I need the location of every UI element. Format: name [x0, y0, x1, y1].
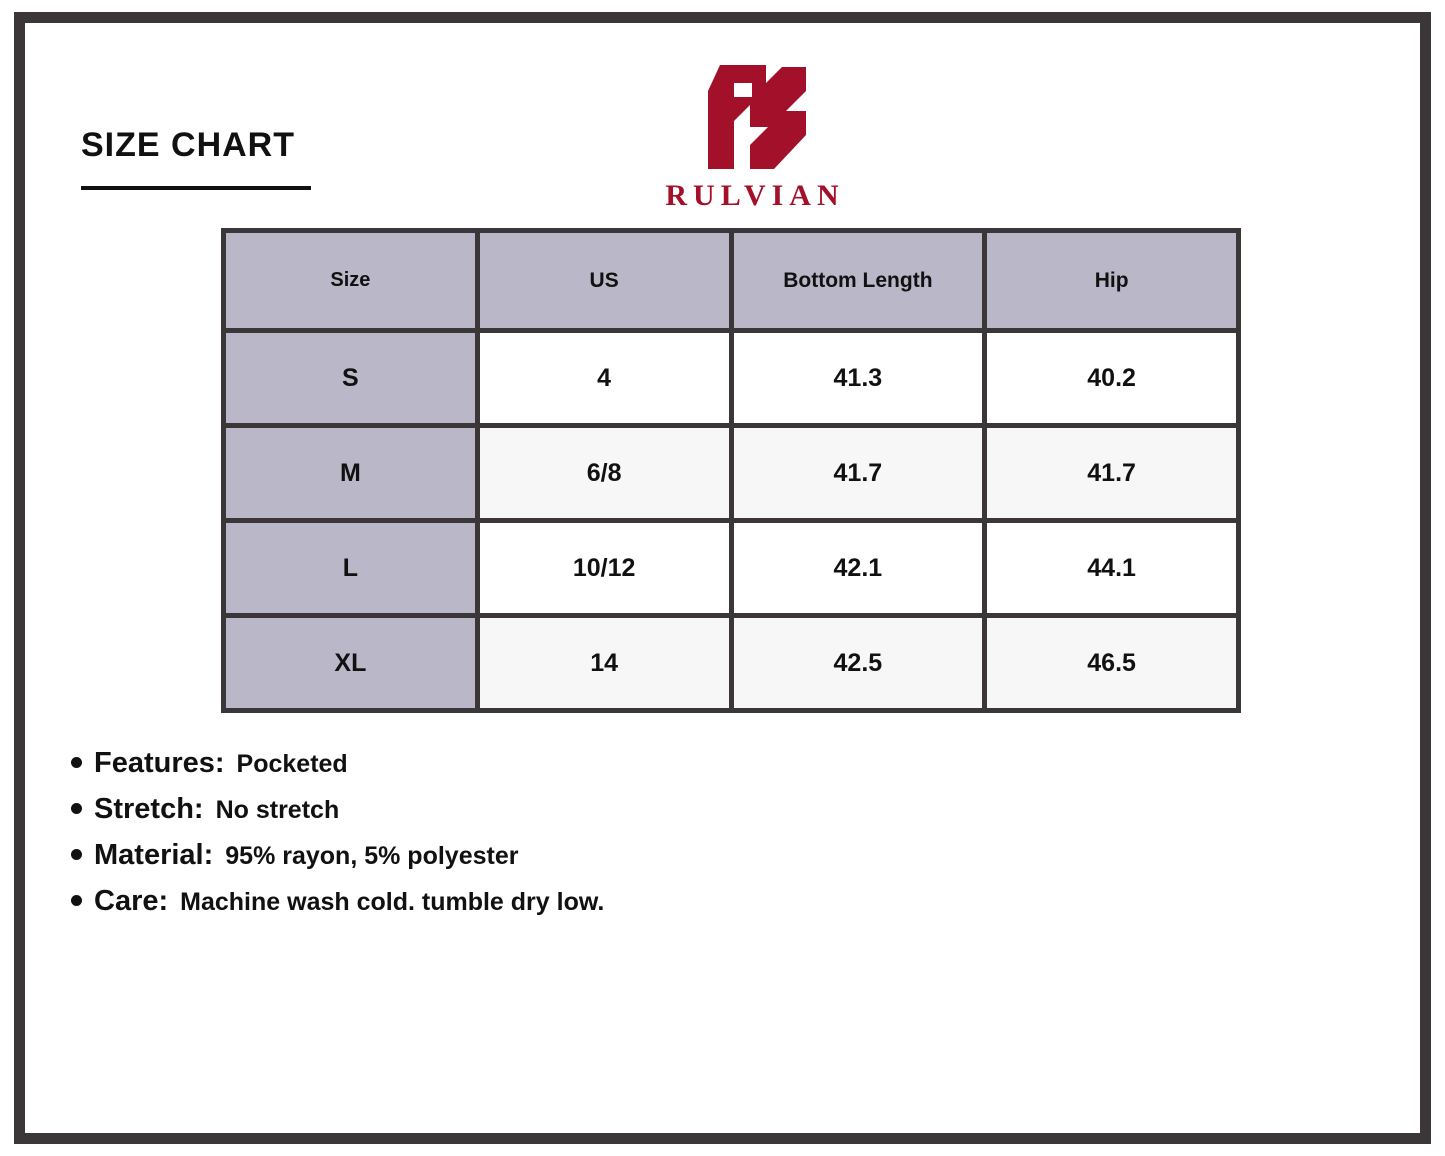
column-header-hip: Hip [987, 233, 1236, 328]
cell-us: 4 [480, 333, 729, 423]
page-border [14, 12, 1431, 1144]
cell-us: 6/8 [480, 428, 729, 518]
rulvian-r-logo-icon [690, 61, 820, 173]
cell-bottom-length: 41.7 [734, 428, 983, 518]
cell-size: M [226, 428, 475, 518]
cell-size: XL [226, 618, 475, 708]
cell-hip: 44.1 [987, 523, 1236, 613]
product-notes-list [71, 747, 1171, 931]
cell-size: S [226, 333, 475, 423]
note-label: Care: [94, 885, 169, 917]
list-item [71, 793, 1171, 826]
cell-bottom-length: 42.1 [734, 523, 983, 613]
table-header-row [226, 233, 1236, 328]
brand-logo [625, 61, 885, 213]
table-row [226, 523, 1236, 613]
cell-bottom-length: 42.5 [734, 618, 983, 708]
bullet-icon [71, 895, 82, 906]
bullet-icon [71, 757, 82, 768]
bullet-icon [71, 849, 82, 860]
bullet-icon [71, 803, 82, 814]
column-header-size: Size [226, 233, 475, 328]
cell-hip: 46.5 [987, 618, 1236, 708]
column-header-bottom-length: Bottom Length [734, 233, 983, 328]
column-header-us: US [480, 233, 729, 328]
note-value: Machine wash cold. tumble dry low. [180, 888, 605, 916]
list-item [71, 839, 1171, 872]
note-value: No stretch [215, 796, 340, 824]
note-label: Features: [94, 747, 225, 779]
note-label: Material: [94, 839, 214, 871]
note-value: Pocketed [236, 750, 348, 778]
table-row [226, 618, 1236, 708]
cell-us: 10/12 [480, 523, 729, 613]
list-item [71, 747, 1171, 780]
list-item [71, 885, 1171, 918]
cell-us: 14 [480, 618, 729, 708]
table-row [226, 428, 1236, 518]
table-row [226, 333, 1236, 423]
page-title-block [81, 128, 311, 190]
cell-size: L [226, 523, 475, 613]
title-underline [81, 186, 311, 190]
content-area [25, 23, 1420, 1133]
page-title: SIZE CHART [81, 126, 295, 164]
table-header [226, 233, 1236, 328]
table-body [226, 333, 1236, 708]
brand-name: RULVIAN [665, 179, 845, 212]
cell-hip: 40.2 [987, 333, 1236, 423]
note-label: Stretch: [94, 793, 204, 825]
size-chart-table [221, 228, 1241, 713]
cell-bottom-length: 41.3 [734, 333, 983, 423]
cell-hip: 41.7 [987, 428, 1236, 518]
note-value: 95% rayon, 5% polyester [225, 842, 519, 870]
